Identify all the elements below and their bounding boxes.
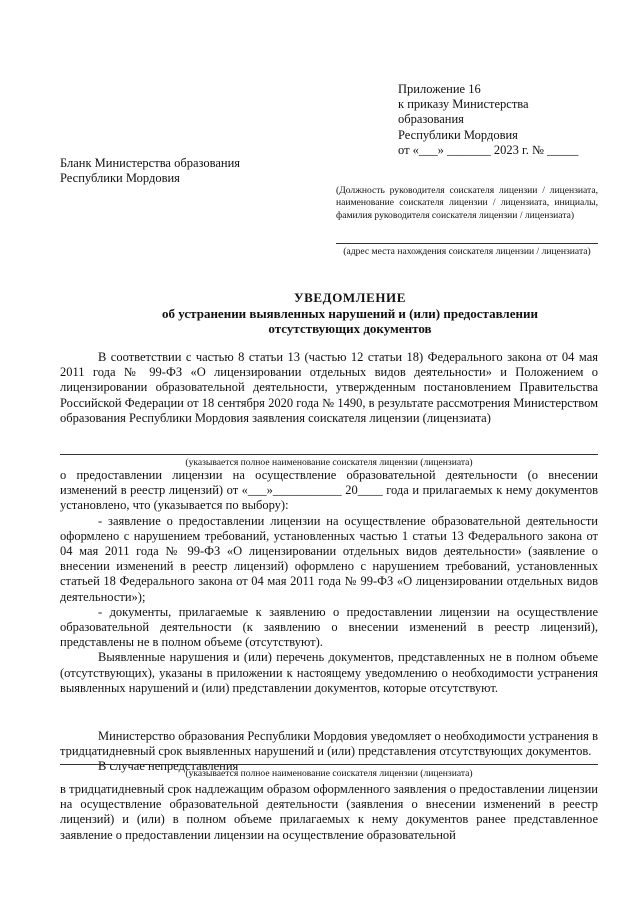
paragraph-3: - заявление о предоставлении лицензии на осуществление образовательной деятельности оформлено с нарушением требований, установленных частью 1 статьи 13 Федерального закона от 04 мая 2011 года № 99-ФЗ «О лицензировании отдельных видов деятельности» (заявление о внесении изменений в реестр лицензий) оформлено с нарушением требований, установленных статьей 18 Федерального закона от 04 мая 2011 года № 99-ФЗ «О лицензировании отдельных видов деятельности»); bbox=[60, 513, 598, 604]
appendix-line-1: Приложение 16 bbox=[398, 82, 481, 96]
paragraph-5: Выявленные нарушения и (или) перечень документов, представленных не в полном объеме (отсутствующих), указаны в приложении к настоящему уведомлению о необходимости устранения выявленных нарушений и (или) представлении документов, которые отсутствуют. bbox=[60, 650, 598, 695]
paragraph-6: Министерство образования Республики Мордовия уведомляет о необходимости устранения в тридцатидневный срок выявленных нарушений и (или) представления отсутствующих документов. bbox=[60, 729, 598, 759]
title-line-3: отсутствующих документов bbox=[268, 321, 432, 336]
appendix-line-2: к приказу Министерства bbox=[398, 97, 529, 112]
letterhead-line-1: Бланк Министерства образования bbox=[60, 156, 241, 170]
paragraph-1: В соответствии с частью 8 статьи 13 (частью 12 статьи 18) Федерального закона от 04 мая 2011 года № 99-ФЗ «О лицензировании отдельных видов деятельности» и Положением о лицензировании образовательной деятельности, утвержденным постановлением Правительства Российской Федерации от 18 сентября 2020 года № 1490, в результате рассмотрения Министерством образования Республики Мордовия заявления соискателя лицензии (лицензиата) bbox=[60, 350, 598, 425]
appendix-line-3: образования bbox=[398, 112, 464, 127]
body-block-4 bbox=[60, 782, 598, 843]
paragraph-4: - документы, прилагаемые к заявлению о предоставлении лицензии на осуществление образовательной деятельности (к заявлению о внесении изменений в реестр лицензий), представлены не в полном объеме (отсутствуют). bbox=[60, 604, 598, 650]
address-caption: (адрес места нахождения соискателя лицензии / лицензиата) bbox=[343, 246, 591, 257]
title-main: УВЕДОМЛЕНИЕ bbox=[293, 290, 407, 305]
applicant-name-caption-2: (указывается полное наименование соискателя лицензии (лицензиата) bbox=[185, 768, 473, 779]
title-line-2: об устранении выявленных нарушений и (или) предоставлении bbox=[162, 305, 538, 321]
body-block-1 bbox=[60, 350, 598, 426]
applicant-name-underline-2 bbox=[60, 764, 598, 765]
paragraph-7: В случае непредставления bbox=[98, 759, 239, 774]
appendix-block bbox=[398, 82, 598, 158]
paragraph-8: в тридцатидневный срок надлежащим образом оформленного заявления о предоставлении лицензии на осуществление образовательной деятельности (заявления о внесении изменений в реестр лицензий) и (или) в полном объеме прилагаемых к нему документов ранее представленное заявление о предоставлении лицензии на осуществление образовательной bbox=[60, 782, 598, 842]
applicant-name-caption-1: (указывается полное наименование соискателя лицензии (лицензиата) bbox=[185, 457, 473, 468]
appendix-line-5: от «___» _______ 2023 г. № _____ bbox=[398, 142, 579, 157]
body-block-2 bbox=[60, 468, 598, 696]
letterhead-line-2: Республики Мордовия bbox=[60, 171, 180, 186]
document-title bbox=[60, 290, 640, 337]
recipient-caption: (Должность руководителя соискателя лицензии / лицензиата, наименование соискателя лицензии / лицензиата, инициалы, фамилия руководителя соискателя лицензии / лицензиата) bbox=[336, 185, 598, 221]
appendix-line-4: Республики Мордовия bbox=[398, 127, 518, 142]
letterhead-block bbox=[60, 156, 290, 186]
paragraph-2: о предоставлении лицензии на осуществление образовательной деятельности (о внесении изменений в реестр лицензий) от «___»___________ 20____ года и прилагаемых к нему документов установлено, что (указывается по выбору): bbox=[60, 468, 598, 513]
address-underline bbox=[336, 243, 598, 244]
applicant-name-underline-1 bbox=[60, 454, 598, 455]
